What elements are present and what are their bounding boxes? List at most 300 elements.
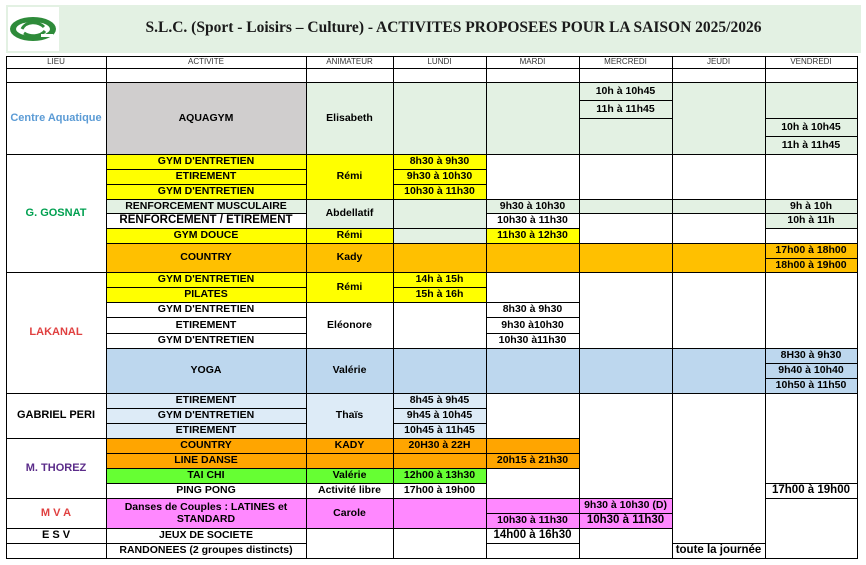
cell-t-m2: 9h30 à 10h30 (D) (579, 498, 672, 513)
cell-act-etir4: ETIREMENT (106, 423, 306, 438)
grid-vline (106, 498, 107, 528)
grid-vline (765, 199, 766, 213)
grid-vline (393, 287, 394, 302)
cell-t-e1: 14h00 à 16h30 (486, 528, 579, 543)
col-header-mardi: MARDI (519, 57, 546, 67)
grid-vline (393, 302, 394, 348)
grid-vline (6, 528, 7, 543)
grid-vline (579, 82, 580, 100)
grid-hline (393, 483, 486, 484)
grid-vline (393, 243, 394, 272)
grid-hline (486, 513, 579, 514)
grid-vline (306, 438, 307, 453)
grid-hline (765, 258, 857, 259)
grid-hline (579, 154, 672, 155)
grid-hline (306, 243, 393, 244)
grid-hline (579, 498, 672, 499)
grid-vline (765, 378, 766, 393)
grid-hline (306, 498, 393, 499)
cell-t-g2: 9h30 à 10h30 (393, 169, 486, 184)
grid-hline (106, 272, 306, 273)
grid-vline (106, 154, 107, 169)
grid-vline (306, 228, 307, 243)
cell-c-aq-lundi (393, 82, 486, 154)
grid-vline (672, 513, 673, 528)
grid-hline (393, 393, 486, 394)
grid-vline (486, 468, 487, 483)
cell-c-aq-mer3 (579, 118, 672, 154)
grid-vline (106, 317, 107, 333)
grid-vline (486, 213, 487, 228)
grid-vline (672, 543, 673, 558)
grid-vline (765, 258, 766, 272)
grid-hline (106, 184, 306, 185)
grid-vline (486, 528, 487, 543)
cell-act-gym2: GYM D'ENTRETIEN (106, 184, 306, 199)
cell-c-aq-mer1: 10h à 10h45 (579, 82, 672, 100)
cell-t-p3: 10h45 à 11h45 (393, 423, 486, 438)
grid-vline (306, 82, 307, 154)
grid-hline (393, 287, 486, 288)
grid-vline (486, 498, 487, 513)
grid-hline (486, 154, 579, 155)
grid-vline (106, 169, 107, 184)
grid-vline (6, 498, 7, 528)
cell-act-jeux: JEUX DE SOCIETE (106, 528, 306, 543)
grid-vline (306, 543, 307, 558)
grid-vline (486, 154, 487, 169)
cell-t-p2: 9h45 à 10h45 (393, 408, 486, 423)
grid-hline (393, 438, 486, 439)
grid-hline (765, 136, 857, 137)
cell-anim-kady1: Kady (306, 243, 393, 272)
grid-vline (393, 393, 394, 408)
grid-vline (579, 438, 580, 453)
grid-vline (306, 199, 307, 228)
grid-hline (106, 302, 306, 303)
grid-hline (106, 543, 306, 544)
grid-vline (579, 513, 580, 528)
grid-vline (486, 287, 487, 302)
grid-hline (579, 213, 672, 214)
grid-vline (306, 453, 307, 468)
grid-vline (6, 272, 7, 393)
grid-hline (393, 272, 486, 273)
grid-hline (672, 154, 765, 155)
grid-hline (106, 154, 306, 155)
grid-hline (106, 393, 306, 394)
grid-hline (672, 82, 765, 83)
grid-vline (579, 118, 580, 154)
grid-vline (306, 468, 307, 483)
grid-vline (106, 468, 107, 483)
grid-vline (106, 287, 107, 302)
cell-anim-libre: Activité libre (306, 483, 393, 498)
grid-hline (765, 483, 857, 484)
grid-vline (306, 483, 307, 498)
grid-hline (486, 199, 579, 200)
grid-vline (106, 243, 107, 272)
cell-anim-valerie1: Valérie (306, 348, 393, 393)
grid-vline (579, 213, 580, 228)
cell-act-country2: COUNTRY (106, 438, 306, 453)
grid-vline (106, 528, 107, 543)
col-header-lieu: LIEU (47, 57, 65, 67)
grid-hline (579, 100, 672, 101)
grid-hline (765, 243, 857, 244)
grid-vline (579, 453, 580, 468)
cell-t-t2: 20h15 à 21h30 (486, 453, 579, 468)
grid-vline (393, 348, 394, 393)
grid-hline (393, 498, 486, 499)
col-header-mercredi: MERCREDI (604, 57, 647, 67)
grid-hline (306, 453, 393, 454)
grid-hline (306, 228, 393, 229)
grid-hline (486, 453, 579, 454)
grid-vline (672, 82, 673, 154)
grid-vline (857, 348, 858, 363)
grid-hline (393, 528, 486, 529)
grid-hline (106, 468, 306, 469)
grid-vline (6, 154, 7, 272)
grid-hline (306, 468, 393, 469)
cell-t-t4: 17h00 à 19h00 (393, 483, 486, 498)
cell-act-yoga: YOGA (106, 348, 306, 393)
grid-hline (393, 302, 486, 303)
grid-hline (672, 213, 765, 214)
grid-vline (486, 453, 487, 468)
cell-c-aq-ven0 (765, 82, 857, 118)
cell-lieu-peri: GABRIEL PERI (6, 393, 106, 438)
cell-act-line: LINE DANSE (106, 453, 306, 468)
cell-act-gymdouce: GYM DOUCE (106, 228, 306, 243)
grid-vline (857, 258, 858, 272)
grid-hline (486, 82, 579, 83)
grid-hline (486, 302, 579, 303)
cell-t-t3: 12h00 à 13h30 (393, 468, 486, 483)
grid-hline (306, 302, 393, 303)
grid-hline (393, 348, 765, 349)
cell-act-gym3: GYM D'ENTRETIEN (106, 272, 306, 287)
grid-hline (106, 498, 306, 499)
grid-vline (306, 154, 307, 199)
cell-act-taichi: TAI CHI (106, 468, 306, 483)
grid-vline (6, 438, 7, 498)
grid-hline (765, 378, 857, 379)
cell-lieu-gosnat: G. GOSNAT (6, 154, 106, 272)
grid-vline (106, 393, 107, 408)
grid-hline (486, 213, 579, 214)
grid-hline (393, 82, 486, 83)
grid-vline (393, 228, 394, 243)
grid-hline (306, 272, 393, 273)
grid-hline (106, 423, 306, 424)
grid-hline (765, 82, 857, 83)
grid-vline (857, 378, 858, 393)
grid-vline (486, 513, 487, 528)
grid-hline (393, 169, 486, 170)
grid-vline (486, 184, 487, 199)
grid-vline (579, 228, 580, 243)
grid-vline (106, 228, 107, 243)
grid-vline (765, 243, 766, 258)
grid-hline (6, 272, 106, 273)
col-header-animateur: ANIMATEUR (326, 57, 373, 67)
grid-hline (6, 82, 106, 83)
cell-c-m-lun (393, 498, 486, 528)
grid-vline (486, 438, 487, 453)
grid-vline (672, 498, 673, 513)
grid-vline (765, 213, 766, 228)
col-header-jeudi: JEUDI (706, 57, 731, 67)
cell-anim-valerie2: Valérie (306, 468, 393, 483)
grid-hline (486, 333, 579, 334)
grid-vline (579, 100, 580, 118)
title-banner (6, 5, 861, 53)
grid-vline (393, 169, 394, 184)
grid-vline (765, 363, 766, 378)
grid-vline (106, 543, 107, 558)
grid-vline (306, 393, 307, 438)
cell-act-gym4: GYM D'ENTRETIEN (106, 302, 306, 317)
cell-t-g1: 8h30 à 9h30 (393, 154, 486, 169)
grid-hline (765, 199, 857, 200)
cell-act-aquagym: AQUAGYM (106, 82, 306, 154)
cell-anim-kady2: KADY (306, 438, 393, 453)
cell-t-p1: 8h45 à 9h45 (393, 393, 486, 408)
cell-t-g8: 11h30 à 12h30 (486, 228, 579, 243)
grid-vline (486, 302, 487, 317)
cell-c-aq-mardi (486, 82, 579, 154)
grid-vline (486, 82, 487, 154)
cell-act-gym1: GYM D'ENTRETIEN (106, 154, 306, 169)
grid-vline (486, 169, 487, 184)
cell-lieu-thorez: M. THOREZ (6, 438, 106, 498)
grid-vline (306, 498, 307, 528)
cell-act-etir1: ETIREMENT (106, 169, 306, 184)
grid-vline (857, 199, 858, 213)
cell-t-l1: 14h à 15h (393, 272, 486, 287)
grid-hline (6, 154, 106, 155)
grid-vline (579, 528, 580, 543)
grid-hline (765, 393, 857, 394)
grid-vline (393, 483, 394, 498)
cell-act-country1: COUNTRY (106, 243, 306, 272)
grid-hline (486, 498, 579, 499)
cell-act-renf: RENFORCEMENT MUSCULAIRE (106, 199, 306, 213)
grid-vline (393, 82, 394, 154)
cell-anim-eleonore: Eléonore (306, 302, 393, 348)
cell-t-l5: 10h30 à11h30 (486, 333, 579, 348)
grid-hline (106, 528, 306, 529)
grid-vline (393, 154, 394, 169)
grid-vline (306, 348, 307, 393)
cell-t-l4: 9h30 à10h30 (486, 317, 579, 333)
grid-vline (857, 363, 858, 378)
cell-anim-elisabeth: Elisabeth (306, 82, 393, 154)
grid-vline (393, 184, 394, 199)
page-title: S.L.C. (Sport - Loisirs – Culture) - ACTIVITES PROPOSEES POUR LA SAISON 2025/2026 (145, 19, 762, 36)
grid-hline (106, 317, 306, 318)
grid-hline (106, 228, 306, 229)
grid-vline (106, 453, 107, 468)
col-header-lundi: LUNDI (427, 57, 452, 67)
grid-vline (765, 118, 766, 136)
grid-hline (106, 199, 306, 200)
col-header-vendredi: VENDREDI (790, 57, 832, 67)
grid-vline (393, 438, 394, 453)
grid-hline (393, 453, 486, 454)
grid-vline (106, 302, 107, 317)
grid-vline (106, 82, 107, 154)
grid-vline (579, 302, 580, 317)
grid-vline (6, 82, 7, 154)
cell-t-l3: 8h30 à 9h30 (486, 302, 579, 317)
cell-t-g4: 9h30 à 10h30 (486, 199, 579, 213)
cell-act-pingpong: PING PONG (106, 483, 306, 498)
grid-hline (6, 528, 106, 529)
grid-hline (765, 228, 857, 229)
cell-c-line-lun (393, 453, 486, 468)
col-header-activite: ACTIVITE (187, 57, 224, 67)
grid-hline (486, 228, 579, 229)
cell-t-l2: 15h à 16h (393, 287, 486, 302)
cell-c-line-anim (306, 453, 393, 468)
grid-hline (765, 363, 857, 364)
grid-hline (306, 154, 393, 155)
grid-vline (857, 82, 858, 118)
grid-vline (393, 272, 394, 287)
grid-hline (6, 56, 857, 57)
grid-hline (765, 272, 857, 273)
grid-hline (106, 333, 306, 334)
grid-vline (106, 272, 107, 287)
cell-c-aq-ven2: 11h à 11h45 (765, 136, 857, 154)
grid-vline (486, 228, 487, 243)
grid-vline (106, 483, 107, 498)
cell-c-t-mar1 (486, 438, 579, 453)
grid-vline (106, 408, 107, 423)
cell-anim-remi1: Rémi (306, 154, 393, 199)
cell-anim-thais: Thaïs (306, 393, 393, 438)
grid-hline (765, 118, 857, 119)
grid-hline (765, 348, 857, 349)
grid-hline (306, 483, 393, 484)
grid-hline (486, 438, 579, 439)
grid-vline (765, 348, 766, 363)
grid-hline (393, 468, 486, 469)
cell-anim-abdel: Abdellatif (306, 199, 393, 228)
grid-vline (579, 317, 580, 333)
cell-c-g-lun2 (393, 228, 486, 243)
grid-hline (672, 199, 765, 200)
grid-vline (857, 213, 858, 228)
grid-hline (6, 393, 106, 394)
grid-hline (106, 438, 306, 439)
grid-vline (106, 348, 107, 393)
grid-vline (857, 483, 858, 498)
grid-vline (486, 272, 487, 287)
cell-lieu-esv: E S V (6, 528, 106, 543)
cell-c-aq-jeudi (672, 82, 765, 154)
grid-hline (393, 184, 486, 185)
cell-act-danses: Danses de Couples : LATINES et STANDARD (106, 498, 306, 528)
cell-t-l7: 9h40 à 10h40 (765, 363, 857, 378)
grid-vline (857, 118, 858, 136)
grid-hline (393, 243, 765, 244)
grid-vline (486, 393, 487, 408)
grid-hline (306, 82, 393, 83)
grid-vline (306, 272, 307, 302)
grid-vline (579, 333, 580, 348)
grid-hline (579, 118, 672, 119)
grid-hline (486, 543, 579, 544)
cell-t-t5: 17h00 à 19h00 (765, 483, 857, 498)
grid-hline (765, 213, 857, 214)
grid-vline (579, 498, 580, 513)
grid-vline (486, 317, 487, 333)
cell-c-g-lun (393, 199, 486, 228)
cell-act-etir2: ETIREMENT (106, 317, 306, 333)
grid-vline (765, 136, 766, 154)
grid-hline (106, 348, 306, 349)
grid-hline (6, 68, 857, 69)
grid-hline (579, 82, 672, 83)
cell-c-g-mer1 (579, 199, 672, 213)
grid-vline (393, 468, 394, 483)
grid-hline (486, 317, 579, 318)
grid-hline (393, 199, 486, 200)
grid-hline (106, 169, 306, 170)
grid-vline (106, 333, 107, 348)
grid-hline (393, 154, 486, 155)
grid-hline (106, 408, 306, 409)
grid-hline (306, 348, 393, 349)
grid-vline (765, 483, 766, 498)
grid-vline (672, 199, 673, 213)
cell-act-rando: RANDONEES (2 groupes distincts) (106, 543, 306, 558)
grid-vline (106, 213, 107, 228)
grid-vline (486, 333, 487, 348)
grid-hline (106, 213, 306, 214)
cell-t-g7: 10h à 11h (765, 213, 857, 228)
grid-vline (393, 498, 394, 528)
cell-act-gym5: GYM D'ENTRETIEN (106, 333, 306, 348)
cell-lieu-lakanal: LAKANAL (6, 272, 106, 393)
grid-vline (393, 408, 394, 423)
grid-vline (106, 438, 107, 453)
cell-c-m-mar0 (486, 498, 579, 513)
grid-hline (306, 199, 393, 200)
grid-hline (106, 483, 306, 484)
cell-anim-remi2: Rémi (306, 228, 393, 243)
cell-t-m1: 10h30 à 11h30 (486, 513, 579, 528)
cell-c-aq-ven1: 10h à 10h45 (765, 118, 857, 136)
grid-vline (486, 199, 487, 213)
grid-vline (765, 82, 766, 118)
grid-vline (857, 243, 858, 258)
grid-vline (393, 453, 394, 468)
grid-vline (106, 423, 107, 438)
grid-vline (6, 393, 7, 438)
cell-c-aq-mer2: 11h à 11h45 (579, 100, 672, 118)
grid-vline (579, 199, 580, 213)
grid-hline (6, 498, 106, 499)
grid-hline (393, 228, 486, 229)
grid-hline (393, 408, 486, 409)
cell-t-g5: 10h30 à 11h30 (486, 213, 579, 228)
cell-t-g3: 10h30 à 11h30 (393, 184, 486, 199)
